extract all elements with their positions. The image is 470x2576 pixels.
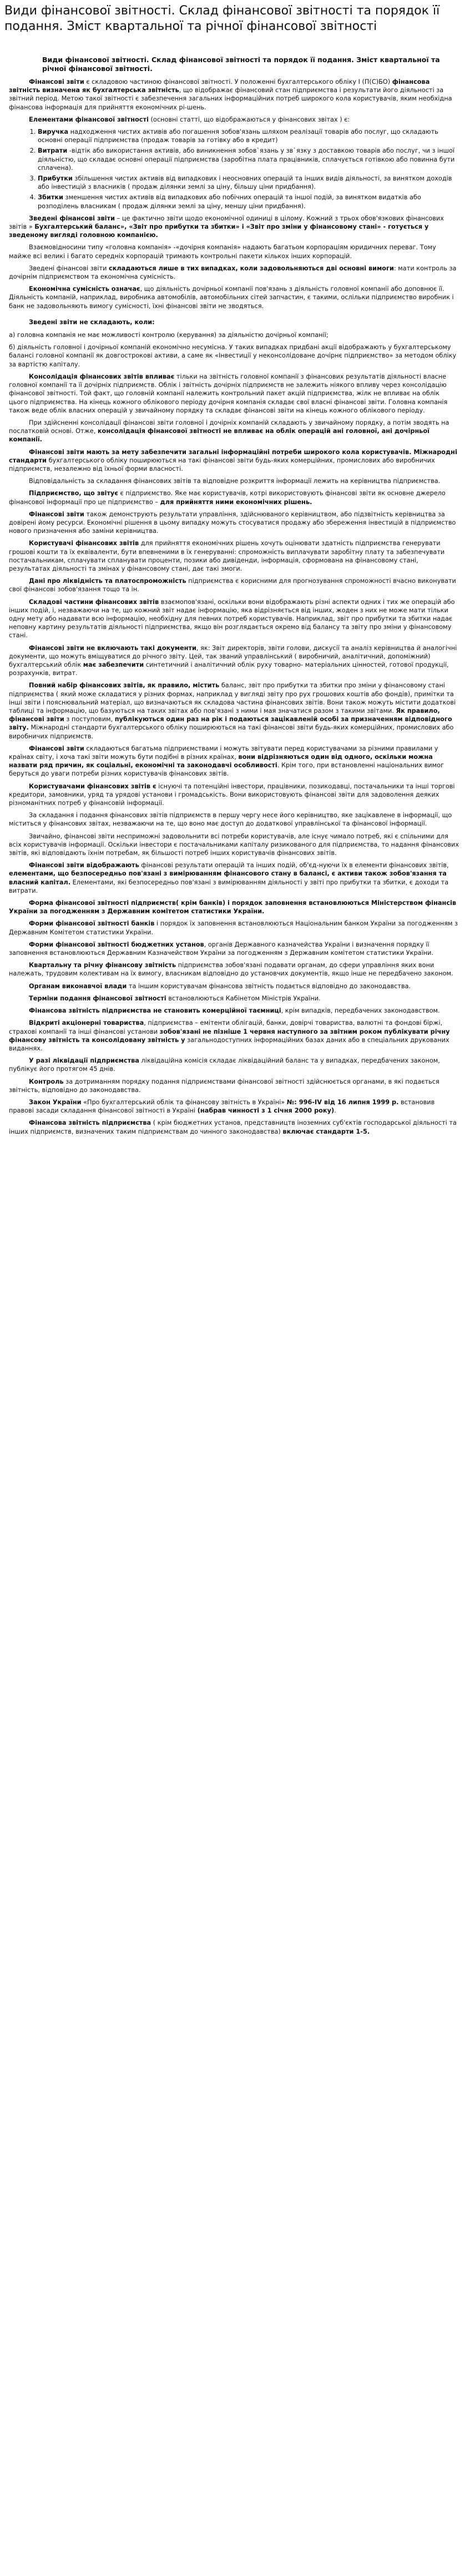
paragraph: Форма фінансової звітності підприємств( крім банків) і порядок заповнення встановлюються Міністерством фінансів України за погодженням з Державним комітетом статистики України. (9, 899, 457, 915)
paragraph: Елементами фінансової звітності (основні статті, що відображаються у фінансових звітах ) є: (29, 115, 350, 123)
paragraph: Відповідальність за складання фінансових звітів та відповідне розкриття інформації лежить на керівництва підприємства. (29, 477, 441, 485)
list-item: 4. Збитки зменшення чистих активів від випадкових або побічних операцій та іншої подій, за винятком видатків або розподілень власникам ( продаж ділянки землі за ціну, меншу ціни придбання). (38, 193, 460, 210)
paragraph: Взаємовідносини типу «головна компанія» -«дочірня компанія» надають багатьом корпораціям юридичних переваг. Тому майже всі великі і багато середніх корпорацій тримають контрольні пакети кількох інших корпорацій. (9, 244, 436, 260)
paragraph: Зведені фінансові звіти – це фактично звіти щодо економічної одиниці в цілому. Кожний з трьох обов'язкових фінансових звітів » Бухгалтерський баланс», «Звіт про прибутки та збитки» і «Звіт про зміни у фінансовому стані» - готується у зведеному вигляді головною компанією. (9, 214, 444, 239)
paragraph: Терміни подання фінансової звітності встановлюються Кабінетом Міністрів України. (29, 994, 321, 1002)
paragraph: Фінансові звіти мають за мету забезпечити загальні інформаційні потреби широкого кола користувачів. Міжнародні стандарти бухгалтерського обліку поширюються на такі фінансові звіти будь-яких комерційних, промислових або виробничих підприємств, незалежно від їхньої форми власності. (9, 448, 457, 472)
paragraph: Закон України «Про бухгалтерський облік та фінансову звітність в Україні» №: 996-IV від 16 липня 1999 р. встановив правові засади складання фінансової звітності в Україні (набрав чинності з 1 січня 2000 року). (9, 1098, 435, 1115)
paragraph: Користувачами фінансових звітів є існуючі та потенційні інвестори, працівники, позикодавці, постачальники та інші торгові кредитори, замовники, уряд та урядові установи і громадськість. Вони використовують фінансові звіти для задоволення деяких різноманітних потреб у фінансовій інформації. (9, 782, 455, 807)
paragraph: Контроль за дотриманням порядку подання підприємствами фінансової звітності здійснюється органами, в які подається звітність, відповідно до законодавства. (9, 1078, 439, 1094)
page-title: Види фінансової звітності. Склад фінансової звітності та порядок її подання. Зміст квартальної та річної фінансової звітності (4, 4, 440, 33)
paragraph: Фінансові звіти відображають фінансові результати операцій та інших подій, об'єд-нуючи їх в елементи фінансових звітів, елементами, що безпосередньо пов'язані з вимірюванням фінансового стану в балансі, є активи також зобов'язання та власний капітал. Елементами, які безпосередньо пов'язані з вимірюванням діяльності у звіті про прибутки та збитки, є доходи та витрати. (9, 862, 449, 894)
paragraph: Економічна сумісність означає, що діяльність дочірньої компанії пов'язань з діяльність головної компанії або доповнює її. Діяльність компаній, наприклад, виробника автомобілів, автомобільних сітей запчастин, є такими, ослільки підприємство виробник і банк не задовольняють вимогу сумісності, їхні фінансові звіти не зводяться. (9, 285, 454, 310)
paragraph: Форми фінансової звітності банків і порядок їх заповнення встановлюються Національним банком України за погодженням з Державним Комітетом статистики України. (9, 920, 458, 936)
paragraph: Фінансова звітність підприємства не становить комерційної таємниці, крім випадків, передбачених законодавством. (29, 1007, 440, 1015)
paragraph: При здійсненні консолідації фінансові звіти головної і дочірніх компаній складають у звичайному порядку, а потім зводять на послатковій основі. Отже, консолідація фінансової звітності не впливає на облік операцій ані головної, ані дочірньої компанії. (9, 419, 449, 444)
paragraph: Користувачі фінансових звітів для прийняття економічних рішень хочуть оцінювати здатність підприємства генерувати грошові кошти та їх еквіваленти, бути впевненими в їх генеруванні: спроможність виплачувати заробітну плату та забезпечувати постачальникам, сплачувати спланувати проценти, позики або дивіденди, інформація, сформована на фінансовому стані, результатах діяльності та змінах у фінансовому стані, дає такі змоги. (9, 540, 445, 572)
document-subtitle: Види фінансової звітності. Склад фінансової звітності та порядок її подання. Зміст квартальної та річної фінансової звітності. (42, 56, 440, 73)
paragraph: Підприємство, що звітує є підприємство. Яке має користувачів, котрі використовують фінансові звіти як основне джерело фінансової інформації про це підприємство – для прийняття ними економічних рішень. (9, 490, 446, 506)
paragraph: Фінансові звіти не включають такі документи, як: Звіт директорів, звіти голови, дискусії та аналіз керівництва й аналогічні документи, що можуть вміщуватися до річного звіту. Цей, так званий управлінський ( виробничий, аналітичний, допоміжний) бухгалтерський облік має забезпечити синтетичний і аналітичний облік руху товарно- матеріальних цінностей, готової продукції, розрахунків, витрат. (9, 644, 457, 677)
section-heading: Зведені звіти не складають, коли: (29, 318, 155, 326)
paragraph: Дані про ліквідність та платоспроможність підприємства є корисними для прогнозування спроможності вчасно виконувати свої фінансові зобов'язання тощо та ін. (9, 577, 456, 593)
paragraph: Фінансова звітність підприємства ( крім бюджетних установ, представництв іноземних суб'єктів господарської діяльності та інших підприємств, визначених таким підприємствам до чинного законодавства) включає стандарти 1-5. (9, 1119, 457, 1135)
paragraph: Консолідація фінансових звітів впливає тільки на звітність головної компанії з фінансових результатів діяльності власне головної компанії та її дочірніх підприємств. Облік і звітність дочірніх підприємств не залежить ніякого впливу через консолідацію фінансової звітності. Той факт, що головній компанії належить контрольний пакет акцій підприємства, жілк не впливає на облік цього підприємства. На кінець кожного облікового періоду дочірня компанія складає свої власні фінансові звіти. Головна компанія також веде облік власних операцій у звичайному порядку та складає фінансові звіти на кінець кожного облікового періоду. (9, 373, 448, 414)
paragraph: Фінансові звіти також демонструють результати управління, здійснюваного керівництвом, або підзвітність керівництва за довірені йому ресурси. Економічні рішення в цьому випадку можуть стосуватися продажу або збереження інвестицій в підприємство нового призначення або заміни керівництва. (9, 510, 456, 535)
paragraph: Фінансові звіти складаються багатьма підприємствами і можуть звітувати перед користувачами за різними правилами у країнах світу, і хоча такі звіти можуть бути подібні в різних країнах, вони відрізняються один від одного, оскільки можна назвати ряд причин, як соціальні, економічні та законодавчі особливості. Крім того, при встановленні національних вимог беруться до уваги потреби різних користувачів фінансових звітів. (9, 744, 444, 778)
list-item: 3. Прибутки збільшення чистих активів від випадкових і неосновних операцій та інших видів діяльності, за винятком доходів або інвестицій з власників ( продаж ділянки землі за ціну, більшу ціни придбання). (38, 174, 460, 191)
paragraph: Повний набір фінансових звітів, як правило, містить баланс, звіт про прибутки та збитки про зміни у фінансовому стані підприємства ( який може складатися у різних формах, наприклад у вигляді звіту про рух грошових коштів або фондів), примітки та інші звіти і пояснювальний матеріал, що визначаються як складова частина фінансових звітів. Вони також можуть містити додаткові таблиці та інформацію, що базуються на таких звітах або пов'язані з ними і мая значатися разом з такими звітами. Як правило, фінансові звіти з поступовим, публікуються один раз на рік і подаються зацікавленій особі за призначенням відповідного звіту. Міжнародні стандарти бухгалтерського обліку поширюються на такі фінансові звіти будь-яких комерційних, промислових або виробничих підприємств. (9, 682, 456, 740)
financial-elements-list (9, 128, 460, 210)
paragraph: Форми фінансової звітності бюджетних установ, органів Державного казначейства України і визначення порядку її заповнення встановлюються Державним Казначейством України за погодженням з Державним комітетом статистики України. (9, 940, 434, 957)
paragraph: Звичайно, фінансові звіти несприможні задовольнити всі потреби користувачів, але існує чимало потреб, які є спільними для всіх користувачів інформації. Оскільки інвестори є постачальниками капіталу ризикованого для підприємства, то надання фінансових звітів, які відповідають їхнім потребам, як більшості потреб інших користувачів фінансових звітів. (9, 832, 459, 857)
paragraph: Фінансові звіти є складовою частиною фінансової звітності. У положенні бухгалтерського обліку І (П(С)БО) фінансова звітність визначена як бухгалтерська звітність, що відображає фінансовий стан підприємства і результати його діяльності за звітний період. Метою такої звітності є забезпечення загальних інформаційних потреб широкого кола користувачів, яким необхідна фінансова інформація для прийняття економічних рі-шень. (9, 78, 452, 111)
paragraph: У разі ліквідації підприємства ліквідаційна комісія складає ліквідаційний баланс та у випадках, передбачених законом, публікує його протягом 45 днів. (9, 1057, 440, 1073)
paragraph: а) головна компанія не має можливості контролю (керування) за діяльністю дочірньої компанії; (9, 331, 329, 339)
paragraph: Органам виконавчої влади та іншим користувачам фінансова звітність подається відповідно до законодавства. (29, 982, 411, 990)
paragraph: б) діяльність головної і дочірньої компаній економічно несумісна. У таких випадках придбані акції відображають у бухгалтерському балансі головної компанії як довгострокові активи, а саме як «Інвестиції у неконсолідоване дочірнє підприємство» за методом обліку за вартістю капіталу. (9, 344, 457, 368)
paragraph: Квартальну та річну фінансову звітність підприємства зобов'язані подавати органам, до сфери управління яких вони належать, трудовим колективам на їх вимогу, власникам відповідно до установчих документів, якщо інше не передбачено законом. (9, 962, 453, 978)
paragraph: Складові частини фінансових звітів взаємопов'язані, оскільки вони відображають різні аспекти одних і тих же операцій або інших подій, і, незважаючи на те, що кожний звіт надає інформацію, яка відрізняється від інших, жоден з них не може мати тільки одну мету або надавати всю інформацію, необхідну для певних потреб користувачів. Наприклад, звіт про прибутки та збитки надає неповну картину результатів діяльності підприємства, якщо він розглядається окремо від балансу та звіту про зміни у фінансовому стані. (9, 598, 455, 640)
paragraph: Відкриті акціонерні товариства, підприємства – емітенти облігацій, банки, довірчі товариства, валютні та фондові біржі, страхові компанії та інші фінансові установи зобов'язані не пізніше 1 червня наступного за звітним роком публікувати річну фінансову звітність та консолідовану звітність у загальнодоступних інформаційних базах даних або в спеціальних друкованих виданнях. (9, 1019, 450, 1052)
list-item: 2. Витрати -відтік або використання активів, або виникнення зобов`язань у зв`язку з доставкою товарів або послуг, чи з іншої діяльністю, що складає основні операції підприємства (заробітна плата працівників, сплачується готівкою або повинна бути сплачена). (38, 147, 460, 172)
paragraph: За складання і подання фінансових звітів підприємств в першу чергу несе його керівництво, яке зацікавлене в інформації, що міститься у фінансових звітах, незважаючи на те, що воно має доступ до додаткової управлінської та фінансової інформації. (9, 812, 452, 828)
paragraph: Зведені фінансові звіти складаються лише в тих випадках, коли задовольняються дві основні вимоги: мати контроль за дочірнім підприємством та економічна сумісність. (9, 264, 457, 281)
document-content (0, 56, 470, 2576)
list-item: 1. Виручка надходження чистих активів або погашення зобов'язань шляхом реалізації товарів або послуг, що складають основні операції підприємства (продаж товарів за готівку або в кредит) (38, 128, 460, 144)
